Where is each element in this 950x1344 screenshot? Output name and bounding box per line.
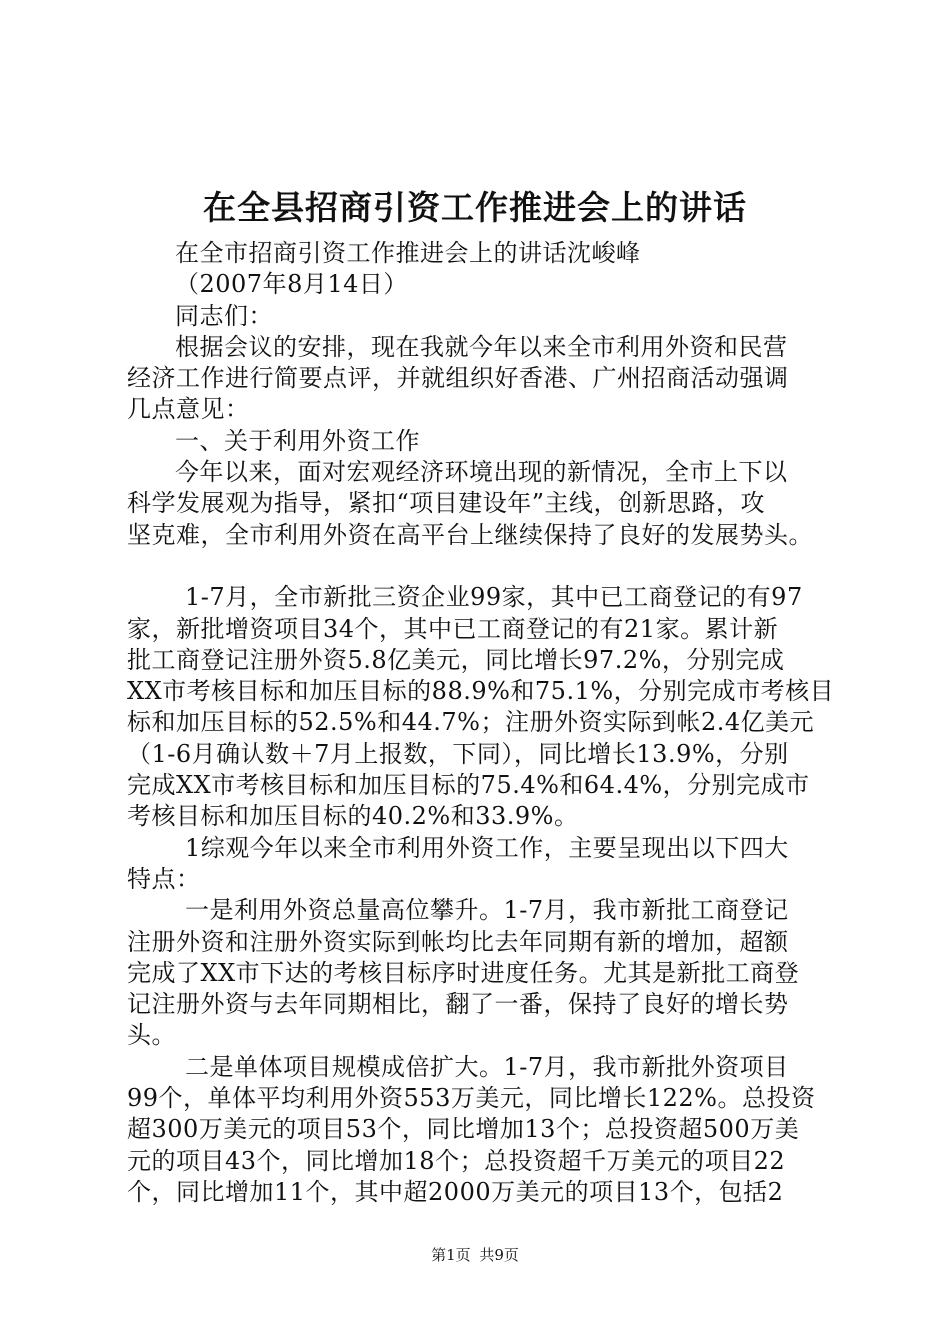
document-body [127, 238, 833, 1208]
blank-line [127, 551, 833, 582]
paragraph-line: 头。 [127, 1021, 176, 1050]
document-title: 在全县招商引资工作推进会上的讲话 [203, 188, 747, 227]
date-line: （2007年8月14日） [175, 270, 408, 299]
paragraph-line: 元的项目43个，同比增加18个；总投资超千万美元的项目22 [127, 1146, 786, 1175]
paragraph-line: 1综观今年以来全市利用外资工作，主要呈现出以下四大 [185, 833, 789, 862]
subtitle-line: 在全市招商引资工作推进会上的讲话沈峻峰 [175, 239, 641, 267]
salutation-line: 同志们： [175, 301, 273, 330]
paragraph-line: 坚克难，全市利用外资在高平台上继续保持了良好的发展势头。 [127, 520, 813, 549]
paragraph-line: 完成了XX市下达的考核目标序时进度任务。尤其是新批工商登 [127, 958, 800, 987]
paragraph-line: XX市考核目标和加压目标的88.9%和75.1%，分别完成市考核目 [127, 677, 835, 706]
page-number: 第1页 [431, 1246, 471, 1264]
paragraph-line: 今年以来，面对宏观经济环境出现的新情况，全市上下以 [175, 458, 788, 487]
paragraph-line: 超300万美元的项目53个，同比增加13个；总投资超500万美 [127, 1115, 800, 1144]
paragraph-line: 根据会议的安排，现在我就今年以来全市利用外资和民营 [175, 332, 788, 361]
paragraph-line: 标和加压目标的52.5%和44.7%；注册外资实际到帐2.4亿美元 [127, 708, 815, 737]
page-total: 共9页 [479, 1246, 519, 1264]
paragraph-line: 一是利用外资总量高位攀升。1-7月，我市新批工商登记 [185, 896, 789, 925]
paragraph-line: 几点意见： [127, 395, 250, 424]
paragraph-line: （1-6月确认数＋7月上报数，下同），同比增长13.9%，分别 [127, 739, 789, 768]
paragraph-line: 批工商登记注册外资5.8亿美元，同比增长97.2%，分别完成 [127, 645, 785, 674]
paragraph-line: 特点： [127, 864, 201, 893]
paragraph-line: 经济工作进行简要点评，并就组织好香港、广州招商活动强调 [127, 364, 789, 393]
paragraph-line: 1-7月，全市新批三资企业99家，其中已工商登记的有97 [185, 583, 803, 612]
paragraph-line: 考核目标和加压目标的40.2%和33.9%。 [127, 802, 579, 831]
page-footer [0, 1245, 950, 1265]
paragraph-line: 注册外资和注册外资实际到帐均比去年同期有新的增加，超额 [127, 927, 789, 956]
paragraph-line: 二是单体项目规模成倍扩大。1-7月，我市新批外资项目 [185, 1052, 789, 1081]
section-heading: 一、关于利用外资工作 [175, 426, 420, 455]
paragraph-line: 个，同比增加11个，其中超2000万美元的项目13个，包括2 [127, 1177, 784, 1206]
paragraph-line: 科学发展观为指导，紧扣“项目建设年”主线，创新思路，攻 [127, 489, 766, 518]
paragraph-line: 家，新批增资项目34个，其中已工商登记的有21家。累计新 [127, 614, 779, 643]
paragraph-line: 99个，单体平均利用外资553万美元，同比增长122%。总投资 [127, 1084, 816, 1113]
paragraph-line: 完成XX市考核目标和加压目标的75.4%和64.4%，分别完成市 [127, 771, 810, 800]
paragraph-line: 记注册外资与去年同期相比，翻了一番，保持了良好的增长势 [127, 990, 789, 1019]
